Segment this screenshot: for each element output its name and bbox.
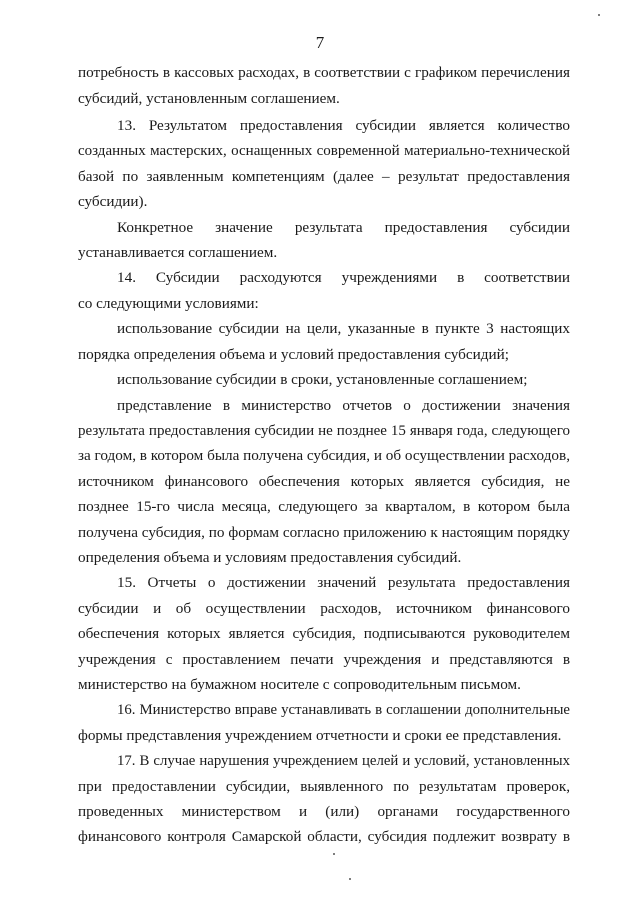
- text-line: субсидии).: [78, 193, 148, 210]
- text-line: базой по заявленным компетенциям (далее – результат предоставления: [78, 168, 570, 185]
- text-line: за годом, в котором была получена субсидия, и об осуществлении расходов,: [78, 447, 570, 464]
- scan-speck: [349, 878, 351, 880]
- text-line: определения объема и условиям предоставления субсидий.: [78, 549, 462, 566]
- scan-speck: [333, 853, 335, 855]
- text-line: представление в министерство отчетов о достижении значения: [117, 397, 570, 414]
- text-line: порядка определения объема и условий предоставления субсидий;: [78, 346, 509, 363]
- text-line: созданных мастерских, оснащенных современной материально-технической: [78, 143, 570, 159]
- text-line: потребность в кассовых расходах, в соответствии с графиком перечисления: [78, 64, 570, 81]
- text-line: субсидий, установленным соглашением.: [78, 90, 340, 107]
- text-line: Конкретное значение результата предоставления субсидии: [117, 219, 570, 236]
- text-line: учреждения с проставлением печати учреждения и представляются в: [78, 651, 570, 668]
- text-line: при предоставлении субсидии, выявленного по результатам проверок,: [78, 778, 570, 795]
- text-line: 15. Отчеты о достижении значений результата предоставления: [117, 574, 570, 591]
- text-line: субсидии и об осуществлении расходов, источником финансового: [78, 600, 570, 617]
- text-line: формы представления учреждением отчетности и сроки ее представления.: [78, 727, 562, 744]
- text-line: 13. Результатом предоставления субсидии является количество: [117, 117, 570, 134]
- text-line: 16. Министерство вправе устанавливать в соглашении дополнительные: [117, 702, 570, 718]
- text-line: 17. В случае нарушения учреждением целей и условий, установленных: [117, 753, 570, 769]
- text-line: проведенных министерством и (или) органами государственного: [78, 803, 570, 820]
- text-line: источником финансового обеспечения которых является субсидия, не: [78, 473, 570, 490]
- text-line: финансового контроля Самарской области, субсидия подлежит возврату в: [78, 828, 570, 845]
- text-line: результата предоставления субсидии не позднее 15 января года, следующего: [78, 423, 570, 439]
- scan-speck: [598, 14, 600, 16]
- text-line: позднее 15-го числа месяца, следующего за кварталом, в котором была: [78, 498, 570, 515]
- text-line: устанавливается соглашением.: [78, 244, 278, 261]
- text-line: использование субсидии в сроки, установленные соглашением;: [117, 371, 528, 388]
- page-number: 7: [315, 33, 325, 52]
- text-line: получена субсидия, по формам согласно приложению к настоящим порядку: [78, 524, 570, 541]
- text-line: 14. Субсидии расходуются учреждениями в соответствии: [117, 269, 570, 286]
- text-line: использование субсидии на цели, указанные в пункте 3 настоящих: [117, 320, 570, 337]
- text-line: со следующими условиями:: [78, 295, 259, 312]
- text-line: министерство на бумажном носителе с сопроводительным письмом.: [78, 676, 521, 693]
- text-line: обеспечения которых является субсидия, подписываются руководителем: [78, 625, 570, 642]
